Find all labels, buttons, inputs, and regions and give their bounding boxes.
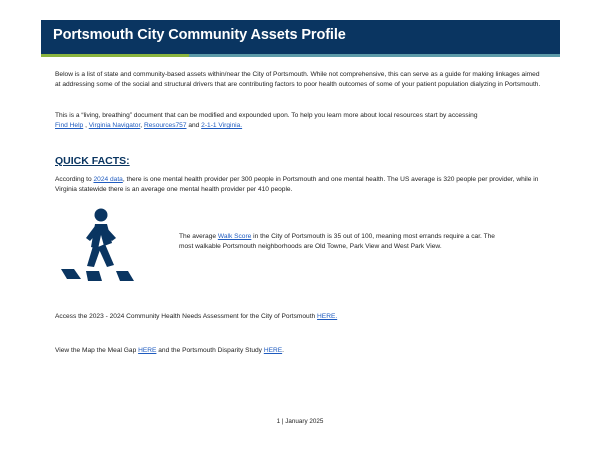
- virginia-navigator-link[interactable]: Virginia Navigator: [88, 122, 141, 130]
- accent-stripe-teal: [189, 54, 560, 57]
- chna-paragraph: [55, 312, 545, 322]
- separator: and: [186, 122, 202, 130]
- quick-facts-heading: QUICK FACTS:: [55, 155, 130, 167]
- walk-text-after: in the City of Portsmouth is 35 out of 100, meaning most errands require a car. The most walkable Portsmouth neighborhoods are Old Towne, Park View and West Park View.: [179, 233, 495, 251]
- header-band: [41, 20, 560, 54]
- pedestrian-crosswalk-icon: [58, 205, 158, 287]
- find-help-link[interactable]: Find Help: [55, 122, 84, 130]
- meal-gap-text-middle: and the Portsmouth Disparity Study: [156, 347, 264, 354]
- mental-health-paragraph: [55, 175, 545, 196]
- separator: ,: [140, 122, 144, 130]
- meal-gap-text-before: View the Map the Meal Gap: [55, 347, 139, 354]
- virginia-211-link[interactable]: 2-1-1 Virginia.: [201, 122, 243, 130]
- resources-lead: This is a “living, breathing” document that can be modified and expounded upon. To help you learn more about local resources start by accessing: [55, 112, 478, 119]
- walk-score-link[interactable]: Walk Score: [217, 233, 252, 240]
- walk-score-paragraph: [179, 232, 499, 253]
- chna-here-link[interactable]: HERE.: [317, 313, 338, 320]
- intro-paragraph: [55, 70, 545, 91]
- disparity-study-here-link[interactable]: HERE: [263, 347, 283, 354]
- data-2024-link[interactable]: 2024 data: [93, 176, 123, 183]
- mh-text-before: According to: [55, 176, 94, 183]
- meal-gap-text-after: .: [282, 347, 284, 354]
- chna-text: Access the 2023 - 2024 Community Health Needs Assessment for the City of Portsmouth: [55, 313, 318, 320]
- page-footer: 1 | January 2025: [276, 418, 324, 425]
- walk-text-before: The average: [179, 233, 218, 240]
- intro-text: Below is a list of state and community-based assets within/near the City of Portsmouth. While not comprehensive, this can serve as a guide for making linkages aimed at addressing some of the social and structural drivers that are contributing factors to poor health outcomes of some of your patient population dialyzing in Portsmouth.: [55, 71, 541, 89]
- resources757-link[interactable]: Resources757: [143, 122, 187, 130]
- meal-gap-paragraph: [55, 346, 545, 356]
- accent-stripe-green: [41, 54, 189, 57]
- meal-gap-here-link[interactable]: HERE: [138, 347, 157, 354]
- mh-text-after: , there is one mental health provider per 300 people in Portsmouth and one mental health. The US average is 320 people per provider, while in Virginia statewide there is an average one mental health provider per 410 people.: [55, 176, 539, 194]
- separator: ,: [83, 122, 89, 130]
- page-title: Portsmouth City Community Assets Profile: [53, 27, 346, 43]
- resources-paragraph: [55, 111, 545, 132]
